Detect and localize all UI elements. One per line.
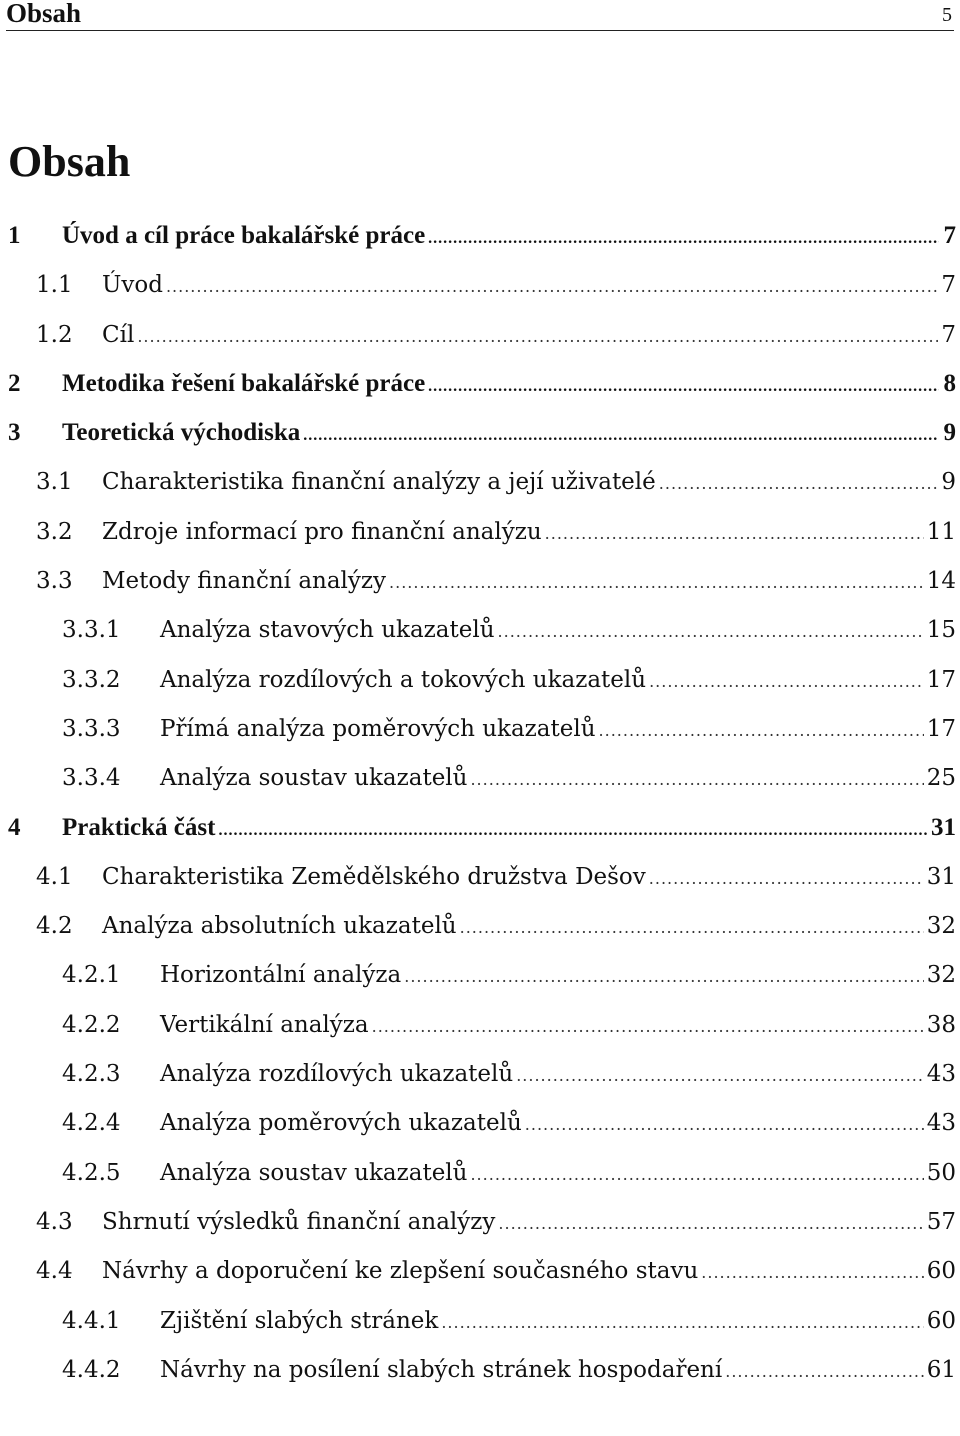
toc-entry-number: 4.2.4 <box>62 1110 121 1137</box>
toc-entry[interactable] <box>0 1001 960 1050</box>
toc-entry[interactable] <box>0 1346 960 1395</box>
running-header-page-number: 5 <box>942 4 952 26</box>
toc-entry-label: Analýza stavových ukazatelů <box>160 617 495 644</box>
toc-entry-row <box>0 1056 956 1092</box>
toc-entry[interactable] <box>0 1099 960 1148</box>
toc-entry[interactable] <box>0 409 960 458</box>
toc-entry-dot-leader <box>389 565 924 601</box>
toc-entry-dot-leader <box>441 1305 923 1341</box>
toc-entry-number: 3.1 <box>36 469 73 496</box>
toc-entry-row <box>0 1204 956 1240</box>
toc-entry-number: 3.2 <box>36 518 73 545</box>
toc-entry-row <box>0 760 956 796</box>
toc-entry-page-number: 7 <box>941 272 956 299</box>
toc-entry-number: 3.3.1 <box>62 617 121 644</box>
toc-entry-page-number: 61 <box>926 1356 956 1383</box>
toc-entry-row <box>0 612 956 648</box>
toc-entry[interactable] <box>0 508 960 557</box>
toc-entry-label: Metody finanční analýzy <box>102 568 387 595</box>
toc-entry-dot-leader <box>470 762 923 798</box>
toc-entry[interactable] <box>0 1247 960 1296</box>
toc-entry-label: Teoretická východiska <box>62 419 301 447</box>
toc-entry-page-number: 43 <box>926 1061 956 1088</box>
toc-entry-label: Analýza rozdílových ukazatelů <box>160 1061 514 1088</box>
toc-entry-page-number: 7 <box>941 321 956 348</box>
toc-entry-number: 4.2.2 <box>62 1011 121 1038</box>
toc-entry-label: Analýza soustav ukazatelů <box>160 765 468 792</box>
toc-entry-dot-leader <box>460 910 924 946</box>
toc-entry-label: Zdroje informací pro finanční analýzu <box>102 518 542 545</box>
toc-entry[interactable] <box>0 557 960 606</box>
toc-entry-dot-leader <box>498 614 924 650</box>
toc-entry-row <box>0 1352 956 1388</box>
toc-entry-number: 3 <box>8 419 21 447</box>
toc-entry-number: 4 <box>8 813 21 841</box>
toc-entry-number: 3.3.2 <box>62 666 121 693</box>
toc-entry-number: 1.2 <box>36 321 73 348</box>
toc-entry-row <box>0 563 956 599</box>
toc-title: Obsah <box>8 137 131 186</box>
toc-entry-page-number: 31 <box>926 863 956 890</box>
running-header <box>6 0 954 31</box>
toc-entry-dot-leader <box>649 664 924 700</box>
toc-entry-label: Praktická část <box>62 813 216 841</box>
toc-entry-dot-leader <box>137 319 938 355</box>
toc-entry-number: 4.4.1 <box>62 1307 121 1334</box>
toc-entry[interactable] <box>0 804 960 853</box>
toc-entry-page-number: 7 <box>943 222 956 249</box>
toc-entry-dot-leader <box>470 1157 923 1193</box>
toc-entry-row <box>0 810 956 846</box>
toc-entry-dot-leader <box>599 713 924 749</box>
toc-entry-row <box>0 366 956 402</box>
toc-entry-page-number: 57 <box>926 1208 956 1235</box>
toc-entry-dot-leader <box>404 959 923 995</box>
toc-entry-dot-leader <box>218 813 928 849</box>
toc-entry-dot-leader <box>498 1206 923 1242</box>
toc-entry-dot-leader <box>701 1255 923 1291</box>
toc-entry-row <box>0 514 956 550</box>
toc-entry-page-number: 60 <box>926 1307 956 1334</box>
toc-entry-row <box>0 218 956 254</box>
toc-entry-page-number: 9 <box>941 469 956 496</box>
toc-entry[interactable] <box>0 458 960 507</box>
toc-entry-number: 3.3.3 <box>62 715 121 742</box>
toc-entry[interactable] <box>0 360 960 409</box>
toc-entry-row <box>0 1105 956 1141</box>
toc-entry-page-number: 38 <box>926 1011 956 1038</box>
toc-entry-dot-leader <box>303 418 939 454</box>
toc-entry[interactable] <box>0 1149 960 1198</box>
toc-entry-page-number: 60 <box>926 1258 956 1285</box>
toc-entry-label: Analýza rozdílových a tokových ukazatelů <box>160 666 647 693</box>
toc-entry-page-number: 43 <box>926 1110 956 1137</box>
toc-entry-label: Vertikální analýza <box>160 1011 369 1038</box>
toc-entry-label: Přímá analýza poměrových ukazatelů <box>160 715 596 742</box>
toc-entry[interactable] <box>0 754 960 803</box>
toc-entry-page-number: 11 <box>926 518 956 545</box>
toc-entry[interactable] <box>0 1198 960 1247</box>
toc-entry-page-number: 14 <box>926 568 956 595</box>
toc-entry-row <box>0 957 956 993</box>
toc-entry[interactable] <box>0 212 960 261</box>
toc-entry-label: Analýza poměrových ukazatelů <box>160 1110 522 1137</box>
toc-entry[interactable] <box>0 902 960 951</box>
toc-entry-label: Úvod a cíl práce bakalářské práce <box>62 222 426 249</box>
toc-entry-dot-leader <box>725 1354 923 1390</box>
toc-entry-label: Analýza absolutních ukazatelů <box>102 913 457 940</box>
toc-entry-number: 1 <box>8 222 21 249</box>
toc-entry[interactable] <box>0 656 960 705</box>
toc-entry-page-number: 17 <box>926 715 956 742</box>
toc-entry-label: Cíl <box>102 321 135 348</box>
toc-entry-number: 2 <box>8 369 21 397</box>
toc-entry-number: 4.4 <box>36 1258 73 1285</box>
toc-entry[interactable] <box>0 705 960 754</box>
toc-entry-number: 4.4.2 <box>62 1356 121 1383</box>
toc-entry-page-number: 25 <box>926 765 956 792</box>
toc-entry-row <box>0 464 956 500</box>
toc-entry-label: Úvod <box>102 272 163 299</box>
toc-entry-dot-leader <box>659 466 939 502</box>
toc-entry-dot-leader <box>649 861 924 897</box>
toc-entry-dot-leader <box>516 1058 924 1094</box>
toc-entry-row <box>0 662 956 698</box>
toc-entry-label: Návrhy na posílení slabých stránek hospodaření <box>160 1356 723 1383</box>
toc-entry-row <box>0 711 956 747</box>
toc-entry-page-number: 31 <box>931 813 956 841</box>
toc-entry-page-number: 9 <box>943 419 956 447</box>
toc-entry[interactable] <box>0 1050 960 1099</box>
toc-entry-number: 4.1 <box>36 863 73 890</box>
running-header-title: Obsah <box>6 0 82 28</box>
toc-entry-label: Analýza soustav ukazatelů <box>160 1159 468 1186</box>
toc-entry-label: Charakteristika finanční analýzy a její uživatelé <box>102 469 656 496</box>
toc-entry-number: 4.2.1 <box>62 962 121 989</box>
toc-entry-row <box>0 1253 956 1289</box>
toc-entry[interactable] <box>0 311 960 360</box>
toc-entry-dot-leader <box>428 221 939 257</box>
toc-entry-label: Metodika řešení bakalářské práce <box>62 369 426 397</box>
toc-entry-number: 3.3 <box>36 568 73 595</box>
toc-entry-label: Návrhy a doporučení ke zlepšení současného stavu <box>102 1258 699 1285</box>
toc-entry[interactable] <box>0 853 960 902</box>
table-of-contents <box>0 212 960 1395</box>
toc-entry-number: 4.3 <box>36 1208 73 1235</box>
toc-entry-row <box>0 317 956 353</box>
toc-entry-label: Charakteristika Zemědělského družstva Dešov <box>102 863 646 890</box>
toc-entry-dot-leader <box>428 369 939 405</box>
toc-entry-row <box>0 415 956 451</box>
toc-entry[interactable] <box>0 606 960 655</box>
toc-entry-row <box>0 859 956 895</box>
toc-entry-row <box>0 1155 956 1191</box>
toc-entry-row <box>0 1303 956 1339</box>
toc-entry-number: 4.2.3 <box>62 1061 121 1088</box>
toc-entry-dot-leader <box>372 1009 924 1045</box>
toc-entry-row <box>0 1007 956 1043</box>
toc-entry-page-number: 8 <box>943 369 956 397</box>
toc-entry-page-number: 32 <box>926 913 956 940</box>
toc-entry[interactable] <box>0 1297 960 1346</box>
toc-entry-number: 3.3.4 <box>62 765 121 792</box>
toc-entry-page-number: 50 <box>926 1159 956 1186</box>
toc-entry-number: 1.1 <box>36 272 73 299</box>
toc-entry-number: 4.2.5 <box>62 1159 121 1186</box>
toc-entry-number: 4.2 <box>36 913 73 940</box>
toc-entry-page-number: 17 <box>926 666 956 693</box>
toc-entry[interactable] <box>0 261 960 310</box>
toc-entry-dot-leader <box>525 1107 924 1143</box>
toc-entry-dot-leader <box>166 269 938 305</box>
toc-entry-label: Shrnutí výsledků finanční analýzy <box>102 1208 496 1235</box>
toc-entry-page-number: 32 <box>926 962 956 989</box>
toc-entry-row <box>0 267 956 303</box>
toc-entry-row <box>0 908 956 944</box>
toc-entry-page-number: 15 <box>926 617 956 644</box>
toc-entry-dot-leader <box>545 516 924 552</box>
toc-entry-label: Horizontální analýza <box>160 962 402 989</box>
toc-entry[interactable] <box>0 951 960 1000</box>
toc-entry-label: Zjištění slabých stránek <box>160 1307 439 1334</box>
